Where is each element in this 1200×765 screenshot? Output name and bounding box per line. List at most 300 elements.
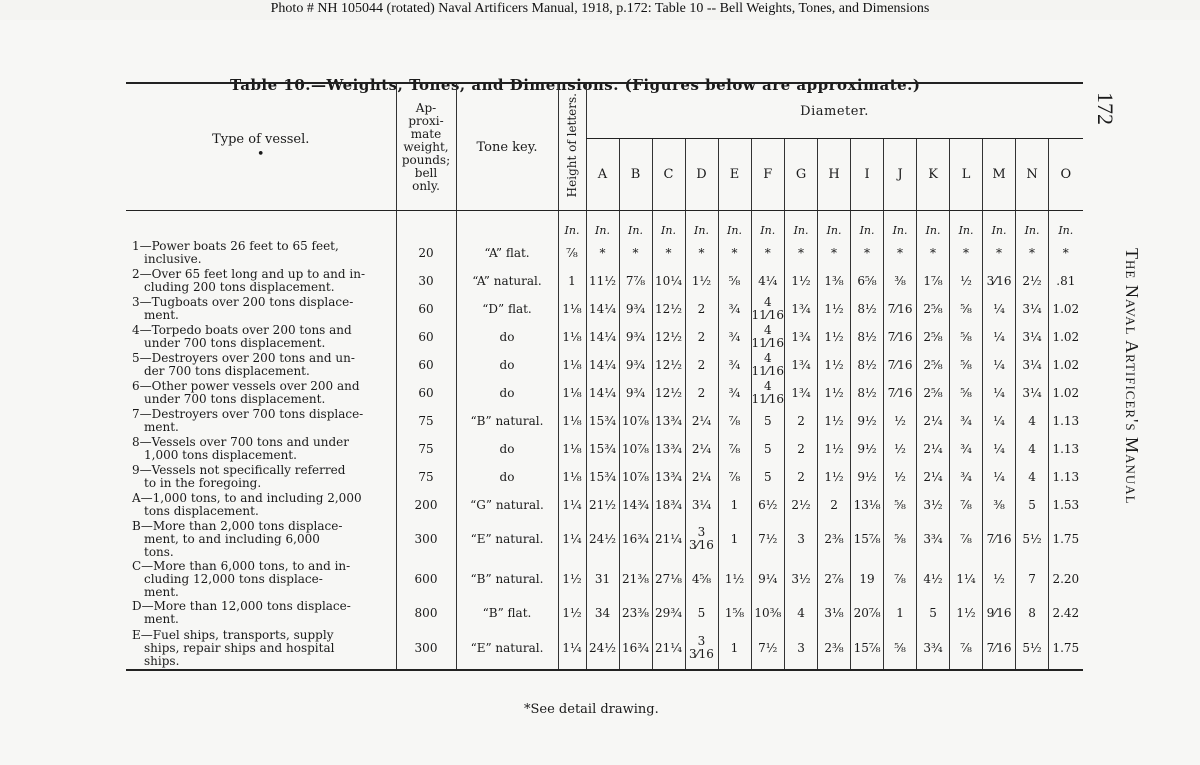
diameter-cell: * (785, 239, 818, 267)
diameter-cell: ⅝ (950, 295, 983, 323)
diameter-cell: 4 (785, 599, 818, 627)
diameter-cell: 21¼ (652, 627, 685, 670)
diameter-cell: 4 (1016, 407, 1049, 435)
tone-key-cell: do (456, 323, 558, 351)
diameter-cell: 20⅞ (851, 599, 884, 627)
diameter-cell: 2.20 (1049, 559, 1083, 599)
tone-key-cell: “A” natural. (456, 267, 558, 295)
diameter-cell: ⅝ (950, 323, 983, 351)
diameter-cell: * (851, 239, 884, 267)
diameter-cell: 3¼ (1016, 323, 1049, 351)
units-row (126, 211, 1083, 240)
diameter-cell: 9⁄16 (983, 599, 1016, 627)
diameter-cell: 15⅞ (851, 519, 884, 559)
diameter-cell: 9¾ (619, 295, 652, 323)
diameter-cell: ¾ (950, 407, 983, 435)
table-row (126, 491, 1083, 519)
table-body (126, 211, 1083, 671)
vessel-type-cell (126, 267, 396, 295)
footnote: *See detail drawing. (524, 702, 659, 717)
diameter-cell: 3½ (785, 559, 818, 599)
diameter-cell: 2 (785, 407, 818, 435)
vessel-type-line: 1—Power boats 26 feet to 65 feet, (132, 239, 339, 253)
vessel-type-line: E—Fuel ships, transports, supply (132, 627, 334, 642)
diameter-cell: 3¼ (1016, 295, 1049, 323)
weight-header-line: Ap- (415, 100, 437, 115)
weight-cell: 600 (396, 559, 456, 599)
vessel-type-cell (126, 435, 396, 463)
weight-cell: 30 (396, 267, 456, 295)
diameter-cell: 15⅞ (851, 627, 884, 670)
units-blank-cell (126, 211, 396, 240)
diameter-cell: 1¾ (785, 379, 818, 407)
diameter-cell: 1½ (785, 267, 818, 295)
letter-height-cell: 1⅛ (558, 351, 586, 379)
diameter-cell: 1 (884, 599, 917, 627)
table-row (126, 519, 1083, 559)
diameter-cell: .81 (1049, 267, 1083, 295)
letter-height-cell: 1⅛ (558, 407, 586, 435)
vessel-type-line: 2—Over 65 feet long and up to and in- (132, 267, 366, 281)
diameter-cell: ¾ (950, 435, 983, 463)
weight-cell: 60 (396, 351, 456, 379)
diameter-letter-header: E (718, 139, 751, 211)
table-title: Table 10.—Weights, Tones, and Dimensions. (Figures below are approximate.) (230, 76, 921, 94)
diameter-cell: 21⅜ (619, 559, 652, 599)
weight-header (396, 83, 456, 211)
diameter-cell: 3¼ (685, 491, 718, 519)
diameter-cell: * (652, 239, 685, 267)
diameter-cell: 7½ (751, 519, 785, 559)
height-of-letters-label: Height of letters. (565, 93, 579, 198)
vessel-type-line: ships. (144, 653, 180, 668)
table-row (126, 351, 1083, 379)
table-row (126, 295, 1083, 323)
diameter-cell: 4 (1016, 463, 1049, 491)
diameter-cell: 1½ (818, 435, 851, 463)
diameter-cell: 1.75 (1049, 519, 1083, 559)
diameter-cell: 3¾ (917, 627, 950, 670)
unit-label: In. (619, 211, 652, 240)
diameter-cell: 1½ (818, 323, 851, 351)
diameter-cell: 3½ (917, 491, 950, 519)
diameter-cell: 4 11⁄16 (751, 351, 785, 378)
photo-caption: Photo # NH 105044 (rotated) Naval Artificers Manual, 1918, p.172: Table 10 -- Bell Weights, Tones, and Dimensions (270, 1, 930, 16)
diameter-cell: ⅞ (950, 491, 983, 519)
vessel-type-line: under 700 tons displacement. (144, 336, 326, 350)
tone-key-cell: do (456, 435, 558, 463)
tone-key-cell: do (456, 463, 558, 491)
diameter-cell: 12½ (652, 379, 685, 407)
diameter-cell: 11½ (586, 267, 619, 295)
diameter-cell: * (983, 239, 1016, 267)
diameter-cell: 16¾ (619, 519, 652, 559)
diameter-letter-header: L (950, 139, 983, 211)
diameter-letter-header: G (785, 139, 818, 211)
diameter-cell: 3⁄16 (983, 267, 1016, 295)
weight-cell: 60 (396, 323, 456, 351)
diameter-cell: 9½ (851, 407, 884, 435)
diameter-letter-header: F (751, 139, 785, 211)
weight-header-line: bell (414, 165, 438, 180)
letter-height-cell: 1¼ (558, 491, 586, 519)
vessel-type-line: 8—Vessels over 700 tons and under (132, 435, 350, 449)
diameter-cell: 12½ (652, 351, 685, 379)
diameter-cell: 3 (785, 519, 818, 559)
diameter-cell: 4 (1016, 435, 1049, 463)
vessel-type-line: 1,000 tons displacement. (144, 448, 297, 462)
diameter-cell: * (1016, 239, 1049, 267)
diameter-cell: ⅞ (718, 435, 751, 463)
vessel-type-cell (126, 295, 396, 323)
diameter-cell: 2¼ (685, 407, 718, 435)
diameter-cell: 7 (1016, 559, 1049, 599)
diameter-cell: 12½ (652, 295, 685, 323)
type-of-vessel-label: Type of vessel. (212, 132, 310, 147)
vessel-type-line: cluding 12,000 tons displace- (144, 571, 323, 586)
weight-header-line: pounds; (401, 152, 451, 167)
type-of-vessel-header (126, 83, 396, 211)
unit-label: In. (558, 211, 586, 240)
tone-key-cell: “B” natural. (456, 407, 558, 435)
diameter-cell: 4 11⁄16 (751, 295, 785, 322)
diameter-cell: ⅝ (718, 267, 751, 295)
unit-label: In. (652, 211, 685, 240)
diameter-cell: 1⅜ (818, 267, 851, 295)
diameter-cell: 1.75 (1049, 627, 1083, 670)
diameter-cell: ⅞ (718, 407, 751, 435)
tone-key-cell: “E” natural. (456, 519, 558, 559)
diameter-header: Diameter. (586, 83, 1083, 139)
weight-cell: 300 (396, 627, 456, 670)
unit-label: In. (818, 211, 851, 240)
diameter-cell: 27⅛ (652, 559, 685, 599)
diameter-cell: 5½ (1016, 519, 1049, 559)
table-row (126, 267, 1083, 295)
diameter-cell: ⅝ (950, 379, 983, 407)
diameter-cell: 2¼ (917, 435, 950, 463)
diameter-cell: 1½ (818, 379, 851, 407)
diameter-cell: 7⁄16 (884, 351, 917, 379)
diameter-cell: * (751, 239, 785, 267)
diameter-cell: 12½ (652, 323, 685, 351)
vessel-type-line: 7—Destroyers over 700 tons displace- (132, 407, 364, 421)
diameter-cell: 10⅜ (751, 599, 785, 627)
vessel-type-cell (126, 559, 396, 599)
diameter-cell: 1½ (818, 295, 851, 323)
vessel-type-line: tons displacement. (144, 504, 259, 518)
tone-key-cell: “A” flat. (456, 239, 558, 267)
diameter-cell: 7⁄16 (884, 379, 917, 407)
diameter-cell: ⅞ (950, 627, 983, 670)
diameter-cell: 2 (785, 463, 818, 491)
unit-label: In. (718, 211, 751, 240)
letter-height-cell: 1⅛ (558, 379, 586, 407)
diameter-cell: 1½ (818, 351, 851, 379)
weight-cell: 20 (396, 239, 456, 267)
diameter-cell: 2¼ (685, 463, 718, 491)
diameter-cell: 8½ (851, 323, 884, 351)
diameter-cell: 2 (685, 351, 718, 379)
diameter-cell: ½ (983, 559, 1016, 599)
diameter-cell: 2.42 (1049, 599, 1083, 627)
diameter-cell: 1.02 (1049, 295, 1083, 323)
diameter-cell: 13¾ (652, 463, 685, 491)
weight-cell: 200 (396, 491, 456, 519)
tone-key-cell: do (456, 351, 558, 379)
weight-cell: 60 (396, 295, 456, 323)
diameter-cell: ½ (884, 463, 917, 491)
diameter-cell: * (917, 239, 950, 267)
vessel-type-cell (126, 351, 396, 379)
letter-height-cell: 1½ (558, 559, 586, 599)
diameter-cell: ¼ (983, 407, 1016, 435)
vessel-type-line: ment, to and including 6,000 (144, 531, 320, 546)
diameter-cell: 3¼ (1016, 379, 1049, 407)
diameter-cell: 4 11⁄16 (751, 379, 785, 406)
letter-height-cell: 1⅛ (558, 323, 586, 351)
tone-key-header: Tone key. (456, 83, 558, 211)
unit-label: In. (917, 211, 950, 240)
diameter-cell: 1.13 (1049, 435, 1083, 463)
table-row (126, 379, 1083, 407)
weight-header-line: mate (410, 126, 442, 141)
diameter-cell: ⅜ (983, 491, 1016, 519)
diameter-cell: 1⅝ (718, 599, 751, 627)
diameter-cell: 2¼ (917, 463, 950, 491)
diameter-cell: 7½ (751, 627, 785, 670)
diameter-cell: 3 (785, 627, 818, 670)
diameter-cell: 24½ (586, 627, 619, 670)
table-row (126, 599, 1083, 627)
diameter-cell: 4 11⁄16 (751, 323, 785, 350)
diameter-cell: ¼ (983, 379, 1016, 407)
vessel-type-line: B—More than 2,000 tons displace- (132, 518, 343, 533)
diameter-cell: 13¾ (652, 407, 685, 435)
diameter-cell: 3¾ (917, 519, 950, 559)
diameter-cell: 15¾ (586, 407, 619, 435)
weight-header-line: proxi- (408, 113, 444, 128)
diameter-cell: 9¾ (619, 323, 652, 351)
diameter-cell: ¼ (983, 295, 1016, 323)
diameter-cell: ⅝ (950, 351, 983, 379)
diameter-cell: ⅝ (884, 519, 917, 559)
tone-key-cell: do (456, 379, 558, 407)
vessel-type-line: cluding 200 tons displacement. (144, 280, 335, 294)
unit-label: In. (851, 211, 884, 240)
diameter-cell: ½ (950, 267, 983, 295)
diameter-cell: 10⅞ (619, 407, 652, 435)
diameter-cell: 2½ (785, 491, 818, 519)
diameter-letter-header: N (1016, 139, 1049, 211)
diameter-cell: 24½ (586, 519, 619, 559)
diameter-cell: 7⁄16 (884, 295, 917, 323)
diameter-cell: 8 (1016, 599, 1049, 627)
vessel-type-cell (126, 407, 396, 435)
vessel-type-line: 4—Torpedo boats over 200 tons and (132, 323, 352, 337)
diameter-cell: 5 (751, 463, 785, 491)
diameter-cell: 29¾ (652, 599, 685, 627)
vessel-type-line: tons. (144, 544, 174, 559)
unit-label: In. (785, 211, 818, 240)
diameter-cell: ¾ (950, 463, 983, 491)
tone-key-cell: “E” natural. (456, 627, 558, 670)
table-row (126, 407, 1083, 435)
diameter-cell: 23⅜ (619, 599, 652, 627)
diameter-cell: 15¾ (586, 463, 619, 491)
diameter-cell: 5½ (1016, 627, 1049, 670)
diameter-cell: 4⅝ (685, 559, 718, 599)
diameter-cell: 16¾ (619, 627, 652, 670)
vessel-type-line: ment. (144, 612, 179, 626)
vessel-type-line: der 700 tons displacement. (144, 364, 310, 378)
diameter-cell: 6½ (751, 491, 785, 519)
page-number: 172 (1093, 92, 1118, 125)
diameter-cell: 2⅝ (917, 323, 950, 351)
diameter-cell: 7⅞ (619, 267, 652, 295)
diameter-letter-header: D (685, 139, 718, 211)
diameter-cell: 1 (718, 519, 751, 559)
diameter-cell: 1½ (950, 599, 983, 627)
diameter-cell: ¾ (718, 295, 751, 323)
diameter-cell: 9¾ (619, 379, 652, 407)
diameter-cell: ¼ (983, 435, 1016, 463)
diameter-cell: ⅜ (884, 267, 917, 295)
unit-label: In. (751, 211, 785, 240)
diameter-cell: * (818, 239, 851, 267)
diameter-cell: 1½ (685, 267, 718, 295)
diameter-letter-header: J (884, 139, 917, 211)
vessel-type-line: 9—Vessels not specifically referred (132, 463, 346, 477)
diameter-letter-header: O (1049, 139, 1083, 211)
diameter-cell: ⅝ (884, 491, 917, 519)
letter-height-cell: 1¼ (558, 519, 586, 559)
vessel-type-cell (126, 519, 396, 559)
diameter-cell: * (586, 239, 619, 267)
diameter-cell: 14¾ (619, 491, 652, 519)
diameter-cell: 5 (1016, 491, 1049, 519)
diameter-cell: * (685, 239, 718, 267)
diameter-cell: 21½ (586, 491, 619, 519)
diameter-cell: ⅝ (884, 627, 917, 670)
diameter-cell: 2 (685, 379, 718, 407)
diameter-cell: 1 (718, 491, 751, 519)
diameter-cell: 7⁄16 (983, 519, 1016, 559)
diameter-cell: 1.02 (1049, 351, 1083, 379)
vessel-type-cell (126, 491, 396, 519)
diameter-cell: 1½ (718, 559, 751, 599)
diameter-cell: 10⅞ (619, 463, 652, 491)
vessel-type-line: 3—Tugboats over 200 tons displace- (132, 295, 354, 309)
diameter-cell: 3⅛ (818, 599, 851, 627)
diameter-cell: 14¼ (586, 295, 619, 323)
diameter-cell: 2⅝ (917, 379, 950, 407)
tone-key-cell: “B” natural. (456, 559, 558, 599)
diameter-cell: 5 (917, 599, 950, 627)
diameter-cell: 2 (818, 491, 851, 519)
weight-cell: 60 (396, 379, 456, 407)
weight-cell: 300 (396, 519, 456, 559)
diameter-letter-header: H (818, 139, 851, 211)
diameter-cell: 9½ (851, 435, 884, 463)
vessel-type-cell (126, 239, 396, 267)
vessel-type-line: C—More than 6,000 tons, to and in- (132, 558, 351, 573)
diameter-cell: 8½ (851, 379, 884, 407)
diameter-cell: 2⅝ (917, 295, 950, 323)
diameter-cell: 2 (685, 323, 718, 351)
vessel-type-line: 6—Other power vessels over 200 and (132, 379, 360, 393)
diameter-cell: 1¾ (785, 295, 818, 323)
diameter-cell: 18¾ (652, 491, 685, 519)
height-of-letters-header (558, 83, 586, 211)
diameter-cell: 6⅝ (851, 267, 884, 295)
unit-label: In. (1016, 211, 1049, 240)
table-row (126, 559, 1083, 599)
letter-height-cell: 1 (558, 267, 586, 295)
weight-header-line: weight, (403, 139, 449, 154)
vessel-type-cell (126, 379, 396, 407)
diameter-cell: 2 (685, 295, 718, 323)
diameter-cell: 34 (586, 599, 619, 627)
diameter-cell: ½ (884, 407, 917, 435)
diameter-cell: 8½ (851, 351, 884, 379)
diameter-cell: 1½ (818, 463, 851, 491)
unit-label: In. (983, 211, 1016, 240)
diameter-cell: 9¾ (619, 351, 652, 379)
vessel-type-line: D—More than 12,000 tons displace- (132, 599, 351, 613)
diameter-cell: 5 (751, 407, 785, 435)
diameter-cell: 14¼ (586, 379, 619, 407)
diameter-cell: 4½ (917, 559, 950, 599)
vessel-type-cell (126, 627, 396, 670)
bell-weights-table (126, 82, 1083, 671)
diameter-cell: 2¼ (685, 435, 718, 463)
letter-height-cell: 1⅛ (558, 435, 586, 463)
diameter-cell: ¾ (718, 379, 751, 407)
diameter-cell: 13⅛ (851, 491, 884, 519)
diameter-cell: 1¾ (785, 351, 818, 379)
diameter-cell: * (884, 239, 917, 267)
diameter-cell: ¼ (983, 351, 1016, 379)
vessel-type-line: ment. (144, 420, 179, 434)
vessel-type-cell (126, 323, 396, 351)
unit-label: In. (685, 211, 718, 240)
type-header-mark: • (256, 147, 265, 162)
diameter-cell: 14¼ (586, 323, 619, 351)
table-row (126, 627, 1083, 670)
diameter-cell: 21¼ (652, 519, 685, 559)
weight-cell: 75 (396, 435, 456, 463)
letter-height-cell: 1½ (558, 599, 586, 627)
weight-cell: 75 (396, 463, 456, 491)
vessel-type-line: to in the foregoing. (144, 476, 262, 490)
unit-label: In. (884, 211, 917, 240)
vessel-type-line: ships, repair ships and hospital (144, 640, 335, 655)
diameter-cell: * (619, 239, 652, 267)
units-blank-cell (396, 211, 456, 240)
diameter-cell: ⅞ (950, 519, 983, 559)
weight-header-line: only. (412, 178, 440, 193)
table-row (126, 463, 1083, 491)
diameter-letter-header: I (851, 139, 884, 211)
running-head: The Naval Artificer's Manual (1122, 248, 1142, 505)
diameter-cell: 31 (586, 559, 619, 599)
diameter-cell: 9½ (851, 463, 884, 491)
diameter-cell: 2⅞ (818, 559, 851, 599)
diameter-cell: 2⅝ (917, 351, 950, 379)
diameter-cell: 4¼ (751, 267, 785, 295)
diameter-cell: 3 3⁄16 (685, 519, 718, 559)
